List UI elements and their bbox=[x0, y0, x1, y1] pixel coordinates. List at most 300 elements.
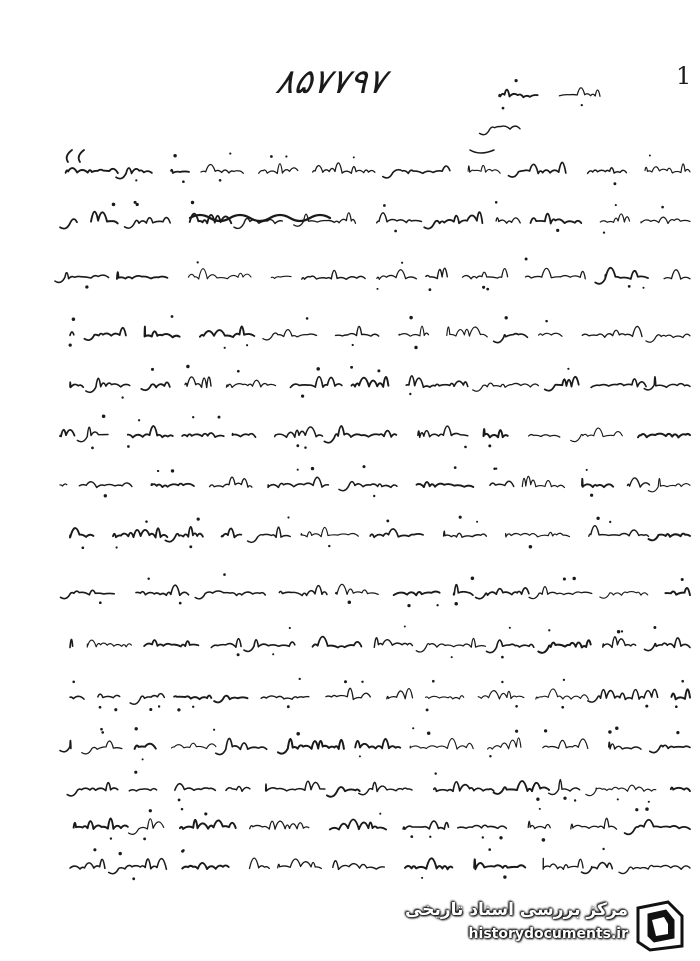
diacritic-dot bbox=[246, 344, 248, 346]
diacritic-dot bbox=[116, 546, 118, 548]
diacritic-dot bbox=[189, 545, 192, 548]
handwritten-word bbox=[79, 482, 131, 488]
diacritic-dot bbox=[407, 604, 410, 607]
handwritten-word bbox=[60, 741, 71, 752]
diacritic-dot bbox=[409, 393, 411, 395]
diacritic-dot bbox=[359, 755, 361, 757]
diacritic-dot bbox=[237, 370, 240, 373]
handwritten-word bbox=[113, 528, 167, 537]
handwritten-word bbox=[474, 859, 525, 869]
diacritic-dot bbox=[204, 812, 207, 815]
diacritic-dot bbox=[171, 315, 174, 318]
diacritic-dot bbox=[609, 521, 611, 523]
diacritic-dot bbox=[539, 808, 541, 810]
diacritic-dot bbox=[501, 681, 503, 683]
diacritic-dot bbox=[563, 577, 566, 580]
diacritic-dot bbox=[101, 731, 104, 734]
diacritic-dot bbox=[394, 230, 397, 233]
diacritic-dot bbox=[628, 285, 631, 288]
handwritten-word bbox=[645, 164, 690, 173]
handwritten-word bbox=[424, 212, 482, 229]
handwritten-word bbox=[484, 429, 508, 437]
page-number: 1 bbox=[676, 62, 692, 90]
handwritten-word bbox=[600, 592, 648, 599]
diacritic-dot bbox=[285, 155, 287, 157]
handwritten-word bbox=[649, 534, 691, 541]
diacritic-dot bbox=[602, 848, 604, 850]
handwritten-word bbox=[210, 477, 252, 487]
handwritten-word bbox=[588, 168, 627, 174]
diacritic-dot bbox=[482, 286, 485, 289]
handwritten-word bbox=[302, 270, 365, 279]
handwritten-word bbox=[589, 526, 649, 537]
handwritten-word bbox=[359, 782, 412, 794]
handwritten-word bbox=[559, 88, 600, 96]
diacritic-dot bbox=[542, 838, 546, 842]
diacritic-dot bbox=[158, 705, 160, 707]
diacritic-dot bbox=[635, 808, 638, 811]
diacritic-dot bbox=[119, 852, 122, 855]
handwritten-word bbox=[509, 162, 566, 177]
handwritten-word bbox=[55, 273, 109, 283]
watermark-url: historydocuments.ir bbox=[468, 926, 628, 942]
diacritic-dot bbox=[121, 396, 123, 398]
handwritten-word bbox=[324, 426, 396, 443]
handwritten-word bbox=[226, 787, 250, 792]
diacritic-dot bbox=[451, 656, 453, 658]
handwritten-word bbox=[222, 528, 242, 537]
diacritic-dot bbox=[353, 156, 355, 158]
diacritic-dot bbox=[563, 679, 565, 681]
diacritic-dot bbox=[499, 836, 502, 839]
handwritten-word bbox=[665, 588, 690, 595]
diacritic-dot bbox=[136, 203, 139, 206]
handwritten-word bbox=[625, 820, 690, 835]
diacritic-dot bbox=[544, 729, 547, 732]
handwritten-word bbox=[545, 377, 579, 391]
diacritic-dot bbox=[181, 808, 184, 811]
diacritic-dot bbox=[529, 545, 533, 549]
handwritten-word bbox=[144, 640, 198, 646]
handwritten-word bbox=[141, 382, 170, 390]
handwritten-word bbox=[645, 638, 691, 651]
diacritic-dot bbox=[213, 729, 215, 731]
handwritten-word bbox=[313, 163, 375, 173]
handwritten-word bbox=[86, 378, 130, 392]
diacritic-dot bbox=[642, 287, 644, 289]
handwritten-word bbox=[650, 745, 690, 752]
handwritten-word bbox=[70, 639, 73, 647]
diacritic-dot bbox=[91, 447, 94, 450]
handwritten-word bbox=[129, 789, 156, 791]
handwritten-word bbox=[268, 477, 328, 487]
handwritten-word bbox=[60, 484, 67, 486]
handwritten-word bbox=[529, 587, 592, 599]
handwritten-word bbox=[200, 326, 254, 337]
diacritic-dot bbox=[149, 708, 152, 711]
handwritten-word bbox=[619, 865, 690, 873]
diacritic-dot bbox=[515, 730, 518, 733]
handwritten-word bbox=[145, 327, 180, 338]
diacritic-dot bbox=[454, 466, 457, 469]
handwritten-word bbox=[326, 688, 370, 699]
diacritic-dot bbox=[495, 201, 498, 204]
diacritic-dot bbox=[135, 727, 138, 730]
diacritic-dot bbox=[434, 772, 436, 774]
diacritic-dot bbox=[590, 494, 593, 497]
diacritic-dot bbox=[99, 706, 102, 709]
handwritten-word bbox=[476, 588, 529, 599]
handwritten-word bbox=[250, 858, 270, 868]
handwritten-word bbox=[458, 825, 507, 828]
handwritten-word bbox=[526, 268, 586, 278]
handwritten-word bbox=[494, 334, 528, 343]
handwritten-word bbox=[182, 433, 224, 437]
handwritten-word bbox=[571, 428, 623, 442]
diacritic-dot bbox=[287, 516, 289, 518]
handwritten-word bbox=[591, 379, 646, 387]
handwritten-word bbox=[664, 270, 690, 279]
handwritten-word bbox=[70, 528, 93, 537]
diacritic-dot bbox=[219, 179, 222, 182]
handwritten-word bbox=[263, 330, 317, 340]
diacritic-dot bbox=[344, 680, 347, 683]
diacritic-dot bbox=[459, 516, 462, 519]
handwritten-word bbox=[582, 863, 613, 874]
diacritic-dot bbox=[653, 626, 656, 629]
handwritten-word bbox=[66, 168, 118, 173]
handwritten-word bbox=[447, 327, 488, 337]
diacritic-dot bbox=[297, 469, 299, 471]
handwritten-word bbox=[538, 640, 590, 653]
diacritic-dot bbox=[621, 630, 623, 632]
handwritten-word bbox=[185, 377, 211, 388]
diacritic-dot bbox=[72, 681, 75, 684]
handwritten-word bbox=[377, 213, 422, 223]
handwritten-word bbox=[609, 742, 641, 749]
diacritic-dot bbox=[617, 630, 620, 633]
diacritic-dot bbox=[301, 394, 304, 397]
handwritten-word bbox=[488, 738, 521, 749]
diacritic-dot bbox=[142, 758, 144, 760]
handwritten-word bbox=[116, 168, 152, 179]
handwritten-word bbox=[454, 585, 473, 596]
diacritic-dot bbox=[488, 848, 491, 851]
handwritten-word bbox=[125, 218, 171, 229]
diacritic-dot bbox=[362, 465, 365, 468]
handwritten-word bbox=[582, 479, 613, 487]
handwritten-word bbox=[539, 333, 562, 336]
diacritic-dot bbox=[493, 467, 496, 470]
diacritic-dot bbox=[197, 517, 200, 520]
handwritten-word bbox=[434, 782, 494, 791]
handwritten-word bbox=[135, 744, 156, 749]
diacritic-dot bbox=[179, 602, 182, 605]
handwritten-word bbox=[60, 219, 77, 228]
handwritten-word bbox=[603, 637, 636, 648]
diacritic-dot bbox=[426, 708, 429, 711]
diacritic-dot bbox=[586, 469, 588, 471]
handwritten-word bbox=[531, 214, 582, 224]
handwritten-word bbox=[248, 527, 291, 542]
diacritic-dot bbox=[676, 731, 679, 734]
diacritic-dot bbox=[218, 416, 221, 419]
diacritic-dot bbox=[412, 727, 414, 729]
handwritten-word bbox=[473, 383, 539, 391]
diacritic-dot bbox=[471, 577, 475, 581]
handwritten-word bbox=[214, 696, 247, 703]
diacritic-dot bbox=[409, 316, 412, 319]
diacritic-dot bbox=[429, 288, 432, 291]
handwritten-word bbox=[499, 90, 537, 98]
document-archive-logo-icon bbox=[632, 898, 688, 952]
handwritten-word bbox=[490, 481, 514, 486]
handwritten-word bbox=[671, 787, 690, 791]
diacritic-dot bbox=[229, 153, 231, 155]
diacritic-dot bbox=[386, 519, 389, 522]
handwritten-word bbox=[333, 861, 385, 870]
diacritic-dot bbox=[223, 573, 226, 576]
handwritten-word bbox=[266, 781, 325, 791]
diacritic-dot bbox=[237, 653, 240, 656]
handwritten-word bbox=[494, 781, 549, 794]
handwritten-word bbox=[211, 639, 241, 648]
handwritten-word bbox=[244, 640, 295, 652]
handwritten-word bbox=[352, 377, 389, 387]
diacritic-dot bbox=[145, 520, 148, 523]
diacritic-dot bbox=[427, 731, 430, 734]
handwritten-word bbox=[588, 689, 658, 702]
diacritic-dot bbox=[104, 494, 107, 497]
handwritten-word bbox=[377, 270, 417, 280]
handwritten-word bbox=[463, 269, 508, 279]
handwritten-word bbox=[405, 858, 452, 869]
diacritic-dot bbox=[361, 681, 363, 683]
heading-underline bbox=[470, 150, 494, 153]
handwritten-word bbox=[136, 585, 189, 595]
handwritten-word bbox=[128, 426, 173, 437]
diacritic-dot bbox=[304, 446, 307, 449]
diacritic-dot bbox=[132, 877, 135, 880]
handwritten-word bbox=[279, 586, 327, 596]
handwritten-word bbox=[226, 380, 275, 387]
handwritten-word bbox=[418, 426, 468, 437]
handwritten-word bbox=[628, 478, 650, 487]
handwritten-word bbox=[188, 269, 251, 279]
diacritic-dot bbox=[476, 521, 478, 523]
handwritten-word bbox=[444, 531, 487, 537]
handwritten-word bbox=[387, 689, 413, 699]
handwritten-word bbox=[130, 694, 164, 705]
diacritic-dot bbox=[486, 288, 489, 291]
diacritic-dot bbox=[608, 730, 611, 733]
diacritic-dot bbox=[561, 706, 564, 709]
handwritten-word bbox=[671, 689, 690, 699]
handwritten-word bbox=[109, 859, 167, 874]
diacritic-dot bbox=[489, 755, 491, 757]
handwritten-word bbox=[406, 376, 468, 387]
diacritic-dot bbox=[429, 836, 431, 838]
diacritic-dot bbox=[270, 155, 273, 158]
handwritten-word bbox=[582, 326, 642, 337]
handwritten-word bbox=[278, 739, 344, 754]
diacritic-dot bbox=[615, 726, 618, 729]
diacritic-dot bbox=[350, 366, 353, 369]
diacritic-dot bbox=[377, 369, 380, 372]
diacritic-dot bbox=[306, 317, 309, 320]
diacritic-dot bbox=[503, 875, 506, 878]
diacritic-dot bbox=[645, 807, 649, 811]
diacritic-dot bbox=[404, 626, 406, 628]
handwritten-word bbox=[496, 218, 520, 223]
diacritic-dot bbox=[454, 602, 458, 606]
handwritten-word bbox=[91, 212, 118, 224]
handwritten-word bbox=[543, 858, 583, 869]
handwritten-word bbox=[339, 482, 397, 491]
handwritten-word bbox=[74, 818, 128, 829]
diacritic-dot bbox=[502, 107, 505, 110]
diacritic-dot bbox=[192, 706, 194, 708]
diacritic-dot bbox=[436, 604, 438, 606]
handwritten-word bbox=[151, 484, 194, 488]
diacritic-dot bbox=[182, 180, 185, 183]
diacritic-dot bbox=[289, 627, 291, 629]
diacritic-dot bbox=[328, 545, 330, 547]
diacritic-dot bbox=[224, 347, 226, 349]
handwritten-word bbox=[60, 430, 75, 437]
handwritten-word bbox=[644, 377, 690, 390]
diacritic-dot bbox=[414, 346, 417, 349]
diacritic-dot bbox=[151, 368, 154, 371]
diacritic-dot bbox=[574, 799, 576, 801]
diacritic-dot bbox=[99, 601, 102, 604]
handwritten-word bbox=[416, 638, 485, 652]
handwritten-word bbox=[171, 170, 189, 173]
diacritic-dot bbox=[615, 204, 617, 206]
diacritic-dot bbox=[509, 627, 511, 629]
diacritic-dot bbox=[525, 258, 528, 261]
handwritten-word bbox=[82, 741, 122, 754]
diacritic-dot bbox=[192, 416, 194, 418]
handwritten-word bbox=[336, 584, 379, 594]
handwritten-word bbox=[175, 784, 216, 791]
diacritic-dot bbox=[421, 877, 423, 879]
diacritic-dot bbox=[102, 415, 106, 419]
diacritic-dot bbox=[432, 680, 435, 683]
diacritic-dot bbox=[114, 708, 117, 711]
diacritic-dot bbox=[376, 288, 378, 290]
handwritten-word bbox=[171, 743, 216, 748]
handwritten-word bbox=[529, 435, 560, 438]
handwritten-word bbox=[374, 638, 412, 648]
diacritic-dot bbox=[149, 809, 152, 812]
diacritic-dot bbox=[143, 837, 146, 840]
handwritten-word bbox=[478, 691, 524, 699]
diacritic-dot bbox=[311, 467, 314, 470]
diacritic-dot bbox=[645, 705, 648, 708]
diacritic-dot bbox=[93, 848, 96, 851]
diacritic-dot bbox=[85, 285, 88, 288]
handwritten-word bbox=[394, 591, 440, 595]
diacritic-dot bbox=[379, 813, 381, 815]
handwritten-word bbox=[271, 276, 291, 278]
diacritic-dot bbox=[464, 446, 467, 449]
handwritten-word bbox=[528, 821, 550, 829]
diacritic-dot bbox=[373, 495, 375, 497]
handwritten-word bbox=[98, 694, 120, 698]
diacritic-dot bbox=[100, 728, 103, 731]
diacritic-dot bbox=[545, 320, 548, 323]
handwritten-word bbox=[646, 334, 690, 342]
handwritten-word bbox=[61, 590, 115, 598]
handwritten-word bbox=[410, 739, 473, 750]
diacritic-dot bbox=[296, 444, 299, 447]
diacritic-dot bbox=[177, 708, 180, 711]
archive-watermark bbox=[405, 896, 692, 954]
handwritten-word bbox=[182, 863, 229, 869]
handwritten-word bbox=[70, 859, 105, 869]
diacritic-dot bbox=[617, 798, 619, 800]
diacritic-dot bbox=[186, 365, 189, 368]
diacritic-dot bbox=[352, 344, 354, 346]
diacritic-dot bbox=[348, 600, 352, 604]
diacritic-dot bbox=[567, 368, 569, 370]
handwritten-word bbox=[586, 785, 656, 796]
diacritic-dot bbox=[556, 229, 559, 232]
handwritten-word bbox=[261, 696, 309, 699]
diacritic-dot bbox=[316, 367, 320, 371]
handwritten-word bbox=[291, 377, 342, 388]
diacritic-dot bbox=[536, 798, 539, 801]
handwritten-word bbox=[233, 434, 256, 438]
diacritic-dot bbox=[197, 261, 199, 263]
diacritic-dot bbox=[157, 470, 159, 472]
handwritten-word bbox=[549, 780, 580, 795]
handwritten-word bbox=[370, 529, 423, 537]
handwritten-word bbox=[87, 640, 131, 647]
handwritten-word bbox=[165, 527, 203, 542]
diacritic-dot bbox=[138, 419, 140, 421]
diacritic-dot bbox=[681, 680, 684, 683]
handwritten-word bbox=[129, 819, 164, 834]
diacritic-dot bbox=[613, 182, 616, 185]
diacritic-dot bbox=[681, 578, 684, 581]
diacritic-dot bbox=[501, 656, 504, 659]
diacritic-dot bbox=[515, 705, 518, 708]
handwritten-word bbox=[543, 739, 588, 749]
handwritten-word bbox=[250, 821, 309, 829]
handwritten-word bbox=[600, 214, 629, 222]
handwritten-word bbox=[117, 272, 167, 279]
handwritten-word bbox=[70, 382, 83, 387]
handwritten-word bbox=[399, 326, 429, 336]
handwritten-word bbox=[403, 821, 448, 829]
handwritten-word bbox=[383, 166, 450, 178]
diacritic-dot bbox=[72, 317, 75, 320]
handwritten-word bbox=[301, 527, 358, 536]
diacritic-dot bbox=[272, 653, 274, 655]
diacritic-dot bbox=[69, 343, 72, 346]
handwritten-word bbox=[275, 427, 323, 437]
handwritten-word bbox=[487, 640, 534, 653]
diacritic-dot bbox=[81, 546, 84, 549]
handwritten-word bbox=[84, 328, 126, 340]
handwritten-word bbox=[336, 326, 379, 336]
diacritic-dot bbox=[401, 262, 403, 264]
diacritic-dot bbox=[127, 445, 130, 448]
diacritic-dot bbox=[134, 771, 137, 774]
handwritten-word bbox=[278, 859, 322, 868]
